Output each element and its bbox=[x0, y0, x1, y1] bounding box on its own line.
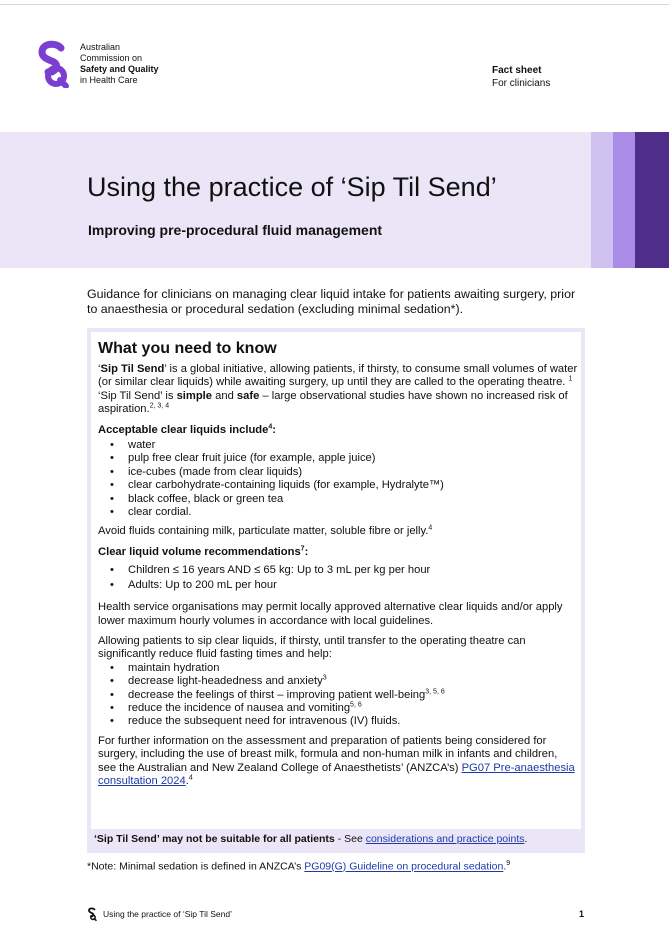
pg09-link[interactable]: PG09(G) Guideline on procedural sedation bbox=[304, 860, 504, 873]
bold-safe: safe bbox=[236, 389, 260, 402]
top-rule bbox=[0, 4, 669, 5]
list-item bbox=[128, 702, 578, 715]
definition-text-b: ‘Sip Til Send’ is bbox=[98, 389, 177, 402]
definition-text-d: – large observational studies have shown no increased risk of aspiration. bbox=[98, 389, 568, 416]
banner-stripe-dark bbox=[635, 132, 669, 268]
ref-1: 1 bbox=[568, 375, 573, 383]
list-item: • water bbox=[128, 439, 578, 452]
list-item bbox=[128, 715, 578, 728]
list-item-ref: 3 bbox=[322, 674, 327, 682]
liquids-list bbox=[98, 439, 578, 519]
volume-lead: Clear liquid volume recommendations$^7$: bbox=[98, 545, 309, 558]
list-item-text: reduce the incidence of nausea and vomiting bbox=[128, 701, 351, 714]
bold-simple: simple bbox=[176, 389, 213, 402]
org-line-3: Safety and Quality bbox=[80, 64, 159, 74]
list-item: • ice-cubes (made from clear liquids) bbox=[128, 466, 578, 479]
liquids-lead-text: Acceptable clear liquids include bbox=[98, 423, 269, 436]
further-info-text: For further information on the assessment and preparation of patients being considered for surgery, including the use of breast milk, formula and non-human milk in infants and children, see the Australian and New Zealand College of Anaesthetists’ (ANZCA’s) bbox=[98, 734, 558, 774]
list-item: • black coffee, black or green tea bbox=[128, 493, 578, 506]
doc-type-label: Fact sheet bbox=[492, 65, 542, 76]
org-line-1: Australian bbox=[80, 42, 121, 52]
footnote-ref: 9 bbox=[506, 860, 511, 867]
suitability-note bbox=[94, 833, 527, 845]
list-item: • pulp free clear fruit juice (for example, apple juice) bbox=[128, 452, 578, 465]
further-info-paragraph bbox=[98, 735, 578, 789]
box-heading: What you need to know bbox=[98, 340, 277, 357]
benefits-list bbox=[98, 662, 578, 729]
list-item-text: maintain hydration bbox=[128, 661, 220, 674]
footnote-text: *Note: Minimal sedation is defined in ANZCA’s bbox=[87, 860, 305, 873]
key-points-content bbox=[98, 339, 578, 795]
volume-lead-text: Clear liquid volume recommendations bbox=[98, 545, 301, 558]
pg07-link[interactable]: PG07 Pre-anaesthesia consultation 2024 bbox=[98, 761, 575, 787]
page-footer bbox=[87, 907, 584, 921]
key-points-box bbox=[87, 328, 585, 853]
org-line-2: Commission on bbox=[80, 53, 143, 63]
commission-logo bbox=[34, 40, 159, 88]
benefits-lead: Allowing patients to sip clear liquids, if thirsty, until transfer to the operating theatre can significantly reduce fluid fasting times and help: bbox=[98, 634, 526, 661]
org-line-4: in Health Care bbox=[80, 75, 138, 85]
page-title: Using the practice of ‘Sip Til Send’ bbox=[87, 172, 497, 202]
list-item: • clear cordial. bbox=[128, 506, 578, 519]
list-item-text: decrease the feelings of thirst – improving patient well-being bbox=[128, 688, 426, 701]
list-item bbox=[128, 689, 578, 702]
page-number: 1 bbox=[578, 909, 584, 919]
list-item bbox=[128, 675, 578, 688]
volume-ref: 7 bbox=[300, 545, 305, 553]
definition-text-a: ’ is a global initiative, allowing patients, if thirsty, to consume small volumes of water (or similar clear liquids) while awaiting surgery, up until they are called to the operating theatre. bbox=[98, 363, 578, 389]
liquids-ref: 4 bbox=[268, 422, 273, 430]
avoid-ref: 4 bbox=[428, 524, 433, 532]
further-info-end: . bbox=[185, 774, 189, 787]
footer-logo-icon bbox=[87, 907, 97, 921]
list-item: • Children ≤ 16 years AND ≤ 65 kg: Up to 3 mL per kg per hour bbox=[128, 564, 578, 577]
avoid-paragraph bbox=[98, 525, 578, 538]
list-item-ref: 3, 5, 6 bbox=[425, 687, 445, 695]
volume-list bbox=[98, 564, 578, 592]
list-item bbox=[128, 662, 578, 675]
intro-paragraph: Guidance for clinicians on managing clear liquid intake for patients awaiting surgery, prior to anaesthesia or procedural sedation (excluding minimal sedation*). bbox=[87, 287, 576, 316]
list-item: • Adults: Up to 200 mL per hour bbox=[128, 579, 578, 592]
banner-stripe-mid bbox=[613, 132, 635, 268]
liquids-lead: Acceptable clear liquids include$^4$: bbox=[98, 422, 276, 436]
footer-title: Using the practice of ‘Sip Til Send’ bbox=[103, 909, 232, 919]
key-points-panel bbox=[91, 332, 581, 829]
sip-til-send-definition: ‘Sip Til Send’ is a global initiative, allowing patients, if thirsty, to consume small volumes of water (or similar clear liquids) while awaiting surgery, up until they are called to the operating theatre. $^1$ ‘Sip Til Send’ is simple and safe – large observational studies have shown no increased risk of aspiration.$^{2, 3, 4}$ bbox=[98, 363, 578, 416]
banner-stripe-light bbox=[591, 132, 613, 268]
title-banner bbox=[0, 132, 669, 268]
suitability-note-text: - See bbox=[334, 833, 366, 845]
footnote-end: . bbox=[503, 860, 507, 873]
considerations-link[interactable]: considerations and practice points bbox=[365, 833, 525, 845]
avoid-text: Avoid fluids containing milk, particulate matter, soluble fibre or jelly. bbox=[98, 525, 429, 538]
suitability-note-bold: ‘Sip Til Send’ may not be suitable for all patients bbox=[94, 833, 335, 845]
org-name bbox=[80, 40, 159, 86]
commission-logo-icon bbox=[34, 40, 72, 88]
footnote bbox=[87, 860, 510, 873]
list-item-text: decrease light-headedness and anxiety bbox=[128, 675, 323, 688]
document-type bbox=[492, 64, 550, 90]
suitability-note-end: . bbox=[524, 833, 528, 845]
page-subtitle: Improving pre-procedural fluid management bbox=[88, 222, 383, 238]
list-item-text: reduce the subsequent need for intravenous (IV) fluids. bbox=[128, 715, 401, 728]
further-info-ref: 4 bbox=[188, 774, 193, 782]
list-item: • clear carbohydrate-containing liquids (for example, Hydralyte™) bbox=[128, 479, 578, 492]
ref-2-3-4: 2, 3, 4 bbox=[149, 402, 170, 410]
list-item-ref: 5, 6 bbox=[350, 701, 362, 709]
audience-label: For clinicians bbox=[492, 78, 551, 89]
term-sip-til-send: Sip Til Send bbox=[100, 363, 165, 375]
definition-text-c: and bbox=[212, 389, 237, 402]
permit-paragraph: Health service organisations may permit locally approved alternative clear liquids and/or apply lower maximum hourly volumes in accordance with local guidelines. bbox=[98, 601, 563, 627]
